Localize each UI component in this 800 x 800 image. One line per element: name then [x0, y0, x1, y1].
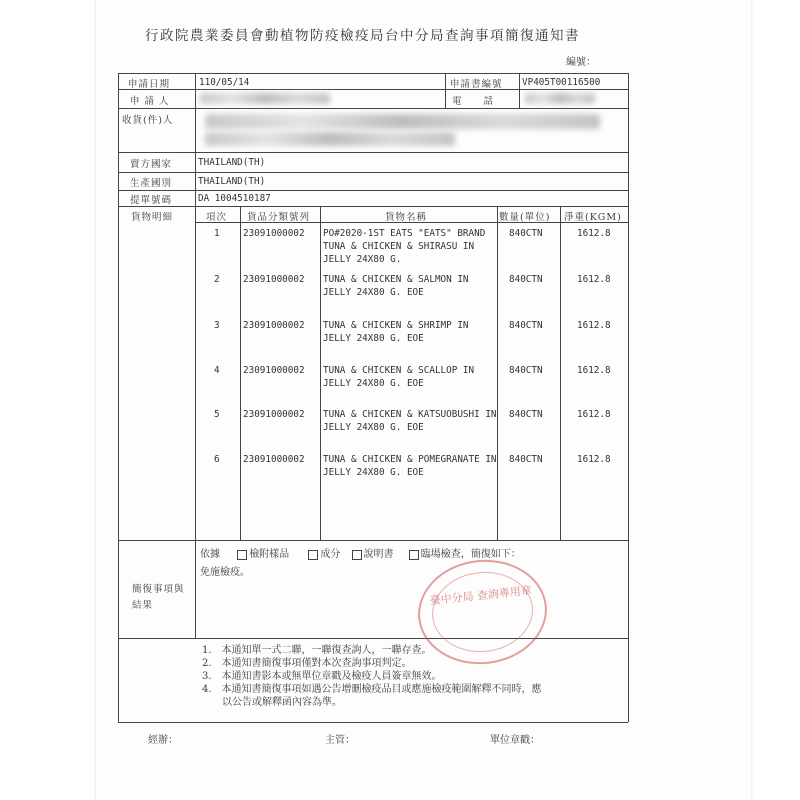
seal-text: 臺中分局 查詢專用章: [429, 583, 533, 608]
rule: [118, 722, 628, 723]
apply-date-value: 110/05/14: [199, 77, 250, 88]
column-header: 項次: [206, 212, 228, 223]
quantity: 840CTN: [509, 274, 543, 285]
note-item: 以公告或解釋函內容為準。: [202, 697, 342, 708]
rule: [320, 206, 321, 540]
redacted-consignee-line1: [205, 114, 600, 129]
hs-code: 23091000002: [243, 409, 305, 420]
note-item: 1. 本通知單一式二聯，一聯復查詢人，一聯存查。: [202, 645, 432, 656]
origin-country-label: 生產國別: [130, 178, 173, 189]
result-text: 免施檢疫。: [200, 567, 250, 578]
item-number: 1: [214, 228, 220, 239]
rule: [240, 206, 241, 540]
net-weight: 1612.8: [577, 365, 611, 376]
rule: [560, 206, 561, 540]
application-number-label: 申請書編號: [450, 79, 503, 90]
hs-code: 23091000002: [243, 274, 305, 285]
column-header: 貨物名稱: [385, 212, 428, 223]
column-header: 貨品分類號列: [247, 212, 311, 223]
column-header: 淨重(KGM): [564, 212, 622, 223]
net-weight: 1612.8: [577, 274, 611, 285]
quantity: 840CTN: [509, 409, 543, 420]
note-item: 3. 本通知書影本或無單位章戳及檢疫人員簽章無效。: [202, 671, 442, 682]
net-weight: 1612.8: [577, 454, 611, 465]
document-title: 行政院農業委員會動植物防疫檢疫局台中分局查詢事項簡復通知書: [145, 28, 580, 44]
checkbox-ingredient: [308, 550, 318, 560]
hs-code: 23091000002: [243, 454, 305, 465]
hs-code: 23091000002: [243, 365, 305, 376]
rule: [519, 73, 520, 108]
checkbox-inspection: [409, 550, 419, 560]
rule: [118, 73, 119, 722]
origin-country-value: THAILAND(TH): [198, 176, 266, 187]
result-section-label: 簡復事項與結果: [132, 584, 185, 611]
goods-description: TUNA & CHICKEN & POMEGRANATE IN JELLY 24X80 G. EOE: [323, 454, 497, 478]
quantity: 840CTN: [509, 228, 543, 239]
rule: [445, 73, 446, 108]
goods-description: TUNA & CHICKEN & SHRIMP IN JELLY 24X80 G. EOE: [323, 320, 469, 344]
goods-description: PO#2020-1ST EATS "EATS" BRAND TUNA & CHICKEN & SHIRASU IN JELLY 24X80 G.: [323, 228, 486, 265]
quantity: 840CTN: [509, 320, 543, 331]
net-weight: 1612.8: [577, 320, 611, 331]
item-number: 5: [214, 409, 220, 420]
rule: [195, 73, 196, 207]
application-number-value: VP405T00116500: [522, 77, 601, 88]
applicant-label: 申 請 人: [130, 96, 170, 107]
note-item: 2. 本通知書簡復事項僅對本次查詢事項判定。: [202, 658, 412, 669]
item-number: 3: [214, 320, 220, 331]
redacted-consignee-line2: [205, 132, 455, 146]
unit-stamp-label: 單位章戳：: [490, 735, 540, 746]
rule: [628, 73, 629, 722]
goods-description: TUNA & CHICKEN & SALMON IN JELLY 24X80 G. EOE: [323, 274, 469, 298]
basis-line: [200, 545, 521, 560]
note-item: 4. 本通知書簡復事項如遇公告增刪檢疫品目或應施檢疫範圍解釋不同時，應: [202, 684, 542, 695]
redacted-applicant: [200, 93, 330, 104]
handler-label: 經辦：: [148, 735, 178, 746]
supervisor-label: 主管：: [325, 735, 355, 746]
notes-list: [202, 644, 542, 709]
item-number: 6: [214, 454, 220, 465]
redacted-phone: [525, 93, 595, 104]
consignee-label: 收貨(件)人: [122, 115, 174, 126]
net-weight: 1612.8: [577, 228, 611, 239]
waybill-value: DA 1004510187: [198, 193, 271, 204]
phone-label: 電 話: [452, 96, 495, 107]
option-inspection: 臨場檢查，簡復如下：: [420, 549, 521, 560]
basis-label: 依據: [200, 549, 220, 560]
rule: [195, 206, 196, 638]
seller-country-value: THAILAND(TH): [198, 157, 266, 168]
net-weight: 1612.8: [577, 409, 611, 420]
quantity: 840CTN: [509, 454, 543, 465]
option-ingredient: 成分: [320, 549, 341, 560]
option-sample: 檢附樣品: [249, 549, 290, 560]
apply-date-label: 申請日期: [128, 79, 171, 90]
goods-description: TUNA & CHICKEN & SCALLOP IN JELLY 24X80 G. EOE: [323, 365, 475, 389]
checkbox-sample: [237, 550, 247, 560]
item-number: 4: [214, 365, 220, 376]
goods-description: TUNA & CHICKEN & KATSUOBUSHI IN JELLY 24X80 G. EOE: [323, 409, 497, 433]
column-header: 數量(單位): [499, 212, 551, 223]
serial-label: 編號：: [566, 57, 596, 68]
hs-code: 23091000002: [243, 320, 305, 331]
checkbox-manual: [352, 550, 362, 560]
item-number: 2: [214, 274, 220, 285]
seller-country-label: 賣方國家: [130, 159, 173, 170]
option-manual: 說明書: [363, 549, 394, 560]
goods-section-label: 貨物明細: [131, 212, 174, 223]
hs-code: 23091000002: [243, 228, 305, 239]
quantity: 840CTN: [509, 365, 543, 376]
rule: [118, 638, 628, 639]
waybill-label: 提單號碼: [130, 195, 173, 206]
